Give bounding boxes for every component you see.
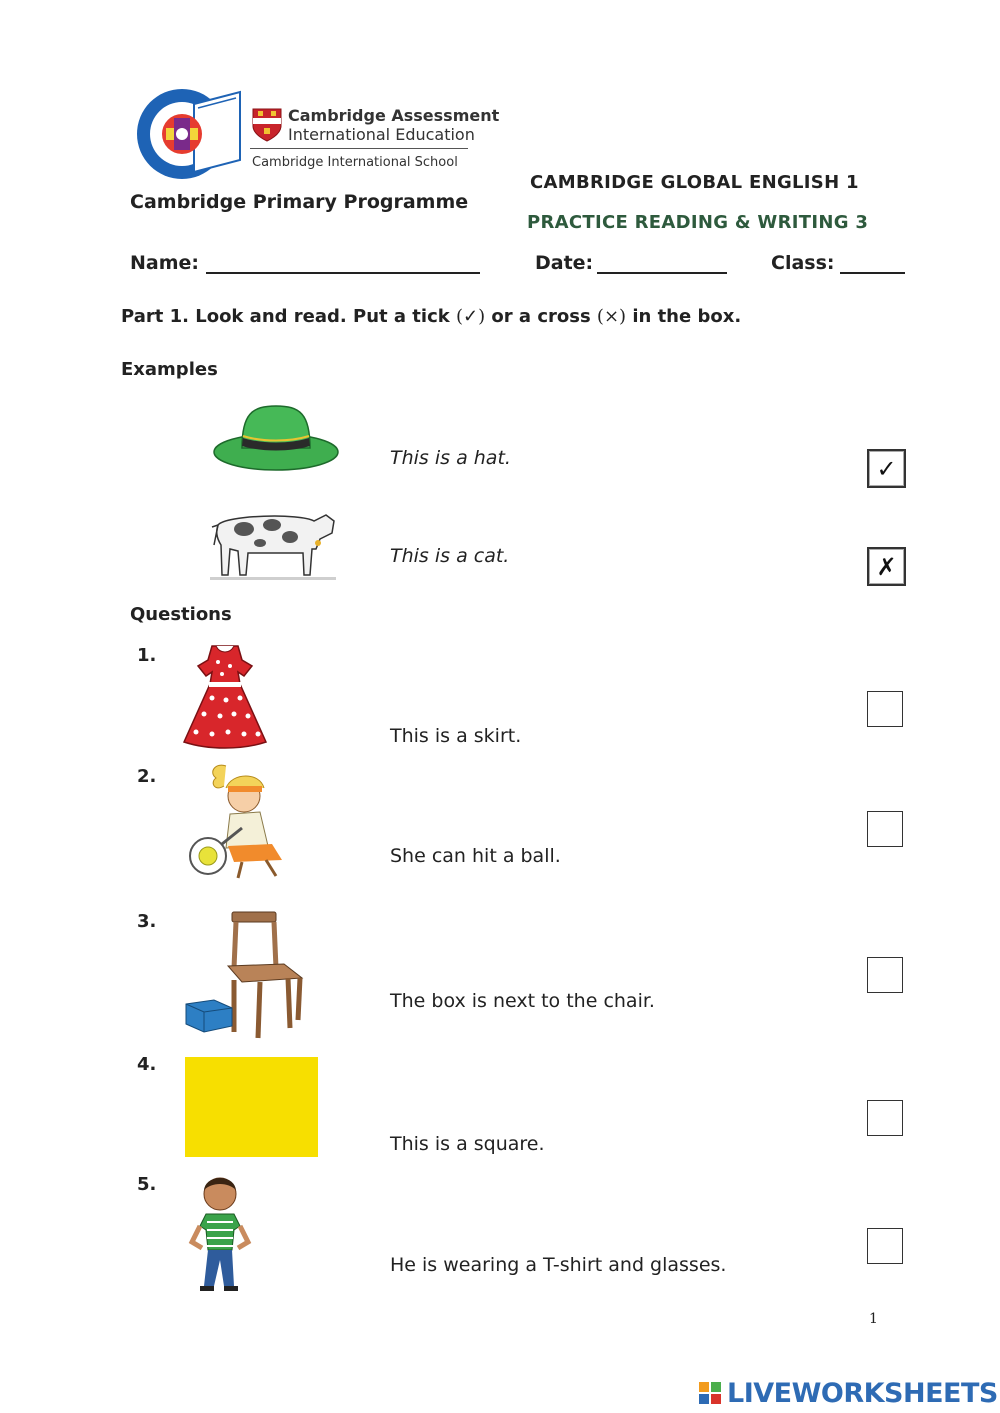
class-label: Class:: [771, 252, 835, 274]
cow-image: [208, 505, 338, 581]
questions-heading: Questions: [130, 604, 232, 625]
instruction-text-c: in the box.: [626, 306, 742, 327]
question-4-sentence: This is a square.: [390, 1133, 545, 1155]
liveworksheets-logo-icon: [699, 1382, 721, 1404]
tennis-girl-image: [186, 762, 300, 884]
question-3-number: 3.: [137, 911, 157, 932]
example-1-answer-box: [867, 449, 906, 488]
programme-title: Cambridge Primary Programme: [130, 191, 469, 213]
question-1-number: 1.: [137, 645, 157, 666]
question-4-number: 4.: [137, 1054, 157, 1075]
cross-mark: ✗: [876, 553, 897, 581]
cambridge-shield-logo: [252, 108, 282, 142]
cambridge-assessment-name: [288, 106, 499, 144]
course-title: CAMBRIDGE GLOBAL ENGLISH 1: [530, 172, 859, 193]
tick-mark: ✓: [876, 455, 897, 483]
question-5-sentence: He is wearing a T-shirt and glasses.: [390, 1254, 727, 1276]
page-number: 1: [869, 1311, 878, 1327]
question-1-answer-box[interactable]: [867, 691, 903, 727]
name-label: Name:: [130, 252, 200, 274]
examples-heading: Examples: [121, 359, 218, 380]
question-5-answer-box[interactable]: [867, 1228, 903, 1264]
dress-image: [182, 642, 268, 750]
cross-symbol: (×): [596, 306, 627, 327]
question-3-sentence: The box is next to the chair.: [390, 990, 655, 1012]
cambridge-line-1: Cambridge Assessment: [288, 106, 500, 125]
chair-box-image: [184, 908, 306, 1040]
question-2-sentence: She can hit a ball.: [390, 845, 561, 867]
cambridge-line-2: International Education: [288, 125, 475, 144]
boy-image: [188, 1172, 252, 1294]
example-2-answer-box: [867, 547, 906, 586]
example-1-sentence: This is a hat.: [390, 447, 511, 469]
practice-title: PRACTICE READING & WRITING 3: [527, 212, 869, 233]
question-2-number: 2.: [137, 766, 157, 787]
question-1-sentence: This is a skirt.: [390, 725, 522, 747]
date-label: Date:: [535, 252, 594, 274]
class-field[interactable]: [840, 272, 905, 274]
question-4-answer-box[interactable]: [867, 1100, 903, 1136]
question-3-answer-box[interactable]: [867, 957, 903, 993]
question-5-number: 5.: [137, 1174, 157, 1195]
part-1-instruction: [121, 306, 741, 327]
liveworksheets-brand[interactable]: LIVEWORKSHEETS: [727, 1378, 998, 1409]
instruction-text-a: Part 1. Look and read. Put a tick: [121, 306, 456, 327]
instruction-text-b: or a cross: [485, 306, 597, 327]
example-2-sentence: This is a cat.: [390, 545, 510, 567]
cambridge-school-label: Cambridge International School: [252, 155, 458, 170]
question-2-answer-box[interactable]: [867, 811, 903, 847]
yellow-square-image: [185, 1057, 318, 1157]
tick-symbol: (✓): [455, 306, 486, 327]
name-field[interactable]: [206, 272, 480, 274]
school-logo: [136, 86, 244, 182]
hat-image: [212, 404, 340, 474]
header-divider: [250, 148, 468, 149]
date-field[interactable]: [597, 272, 727, 274]
